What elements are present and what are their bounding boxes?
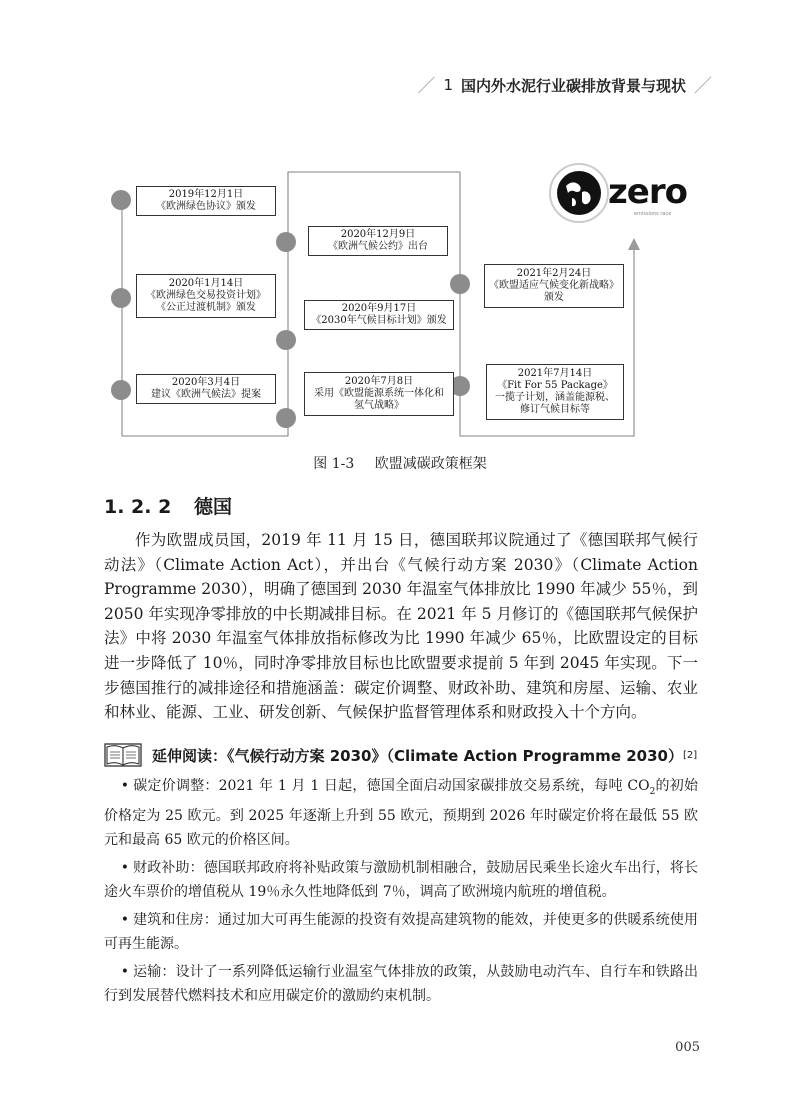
item-text: 的初始价格定为 25 欧元。到 2025 年逐渐上升到 55 欧元，预期到 2026 年时碳定价将在最低 55 欧元和最高 65 欧元的价格区间。 [104, 778, 698, 848]
zero-emissions-logo [548, 162, 688, 224]
timeline-dot [111, 288, 131, 308]
event-date: 2020年1月14日 [168, 278, 244, 289]
event-date: 2021年7月14日 [517, 368, 593, 379]
list-item [104, 908, 698, 956]
timeline-event [304, 372, 454, 416]
event-text: 修订气候目标等 [520, 404, 590, 415]
timeline-event [484, 264, 624, 308]
running-header [417, 72, 712, 98]
reading-list [104, 774, 698, 1012]
reading-ref: [2] [682, 749, 698, 761]
list-item [104, 960, 698, 1008]
extended-reading-title [104, 742, 697, 768]
section-heading [104, 492, 232, 519]
event-date: 2021年2月24日 [516, 268, 592, 279]
event-text: 《欧洲绿色协议》颁发 [156, 201, 256, 212]
item-text: 财政补助：德国联邦政府将补贴政策与激励机制相融合，鼓励居民乘坐长途火车出行，将长途火车票价的增值税从 19％永久性地降低到 7％，调高了欧洲境内航班的增值税。 [104, 859, 698, 900]
timeline-dot [276, 330, 296, 350]
event-date: 2019年12月1日 [168, 189, 244, 200]
event-date: 2020年9月17日 [341, 303, 417, 314]
event-text: 《欧盟适应气候变化新战略》 [489, 280, 619, 291]
timeline-dot [111, 380, 131, 400]
event-date: 2020年12月9日 [340, 229, 416, 240]
event-text: 《Fit For 55 Package》 [497, 380, 613, 391]
bullet: • [120, 778, 130, 794]
event-text: 《欧洲气候公约》出台 [328, 241, 428, 252]
event-text: 采用《欧盟能源系统一体化和 [314, 388, 444, 399]
item-text: 建筑和住房：通过加大可再生能源的投资有效提高建筑物的能效，并使更多的供暖系统使用可再生能源。 [104, 911, 698, 952]
item-text: 运输：设计了一系列降低运输行业温室气体排放的政策，从鼓励电动汽车、自行车和铁路出行到发展替代燃料技术和应用碳定价的激励约束机制。 [104, 963, 698, 1004]
timeline-event [136, 186, 276, 216]
chapter-title: 国内外水泥行业碳排放背景与现状 [460, 76, 686, 95]
bullet: • [120, 859, 130, 876]
timeline-event [304, 300, 454, 330]
event-text: 一揽子计划，涵盖能源税、 [495, 392, 615, 403]
logo-text: zero [608, 172, 687, 212]
timeline-event [136, 274, 276, 318]
timeline-dot [276, 232, 296, 252]
logo-subtext: emissions race [634, 211, 672, 217]
timeline-dot [276, 408, 296, 428]
section-number: 1. 2. 2 [104, 496, 172, 518]
globe-icon [548, 162, 610, 224]
list-item [104, 774, 698, 852]
item-text: 碳定价调整：2021 年 1 月 1 日起，德国全面启动国家碳排放交易系统，每吨 CO [133, 778, 650, 794]
section-title: 德国 [193, 496, 232, 518]
chapter-number: 1 [443, 76, 453, 94]
timeline-event [486, 364, 624, 420]
item-subscript: 2 [649, 786, 656, 797]
eu-policy-timeline-figure [100, 160, 700, 450]
list-item [104, 856, 698, 904]
timeline-dot [450, 274, 470, 294]
event-text: 《欧洲绿色交易投资计划》 [146, 290, 266, 301]
bullet: • [120, 911, 130, 928]
event-text: 氢气战略》 [354, 400, 404, 411]
event-date: 2020年3月4日 [171, 377, 241, 388]
header-slash-right: ／ [694, 76, 712, 97]
figure-caption [0, 453, 800, 473]
event-text: 《2030年气候目标计划》颁发 [311, 315, 447, 326]
event-date: 2020年7月8日 [344, 376, 414, 387]
header-slash-left: ／ [417, 76, 436, 97]
timeline-dot [111, 190, 131, 210]
figure-number: 图 1-3 [313, 456, 355, 472]
bullet: • [120, 963, 130, 980]
open-book-icon [104, 742, 142, 768]
event-text: 建议《欧洲气候法》提案 [151, 389, 261, 400]
event-text: 《公正过渡机制》颁发 [156, 302, 256, 313]
body-paragraph: 作为欧盟成员国，2019 年 11 月 15 日，德国联邦议院通过了《德国联邦气候行动法》（Climate Action Act），并出台《气候行动方案 2030》（Climate Action Programme 2030），明确了德国到 2030 年温室气体排放比 1990 年减少 55％，到 2050 年实现净零排放的中长期减排目标。在 2021 年 5 月修订的《德国联邦气候保护法》中将 2030 年温室气体排放指标修改为比 1990 年减少 65％，比欧盟设定的目标进一步降低了 10％，同时净零排放目标也比欧盟要求提前 5 年到 2045 年实现。下一步德国推行的减排途径和措施涵盖：碳定价调整、财政补助、建筑和房屋、运输、农业和林业、能源、工业、研发创新、气候保护监督管理体系和财政投入十个方向。 [104, 531, 698, 722]
reading-title-text: 延伸阅读：《气候行动方案 2030》（Climate Action Programme 2030） [152, 746, 683, 765]
page-number: 005 [675, 1040, 700, 1055]
figure-title: 欧盟减碳政策框架 [374, 456, 487, 472]
event-text: 颁发 [544, 292, 564, 303]
timeline-event [308, 226, 448, 256]
timeline-event [136, 374, 276, 404]
